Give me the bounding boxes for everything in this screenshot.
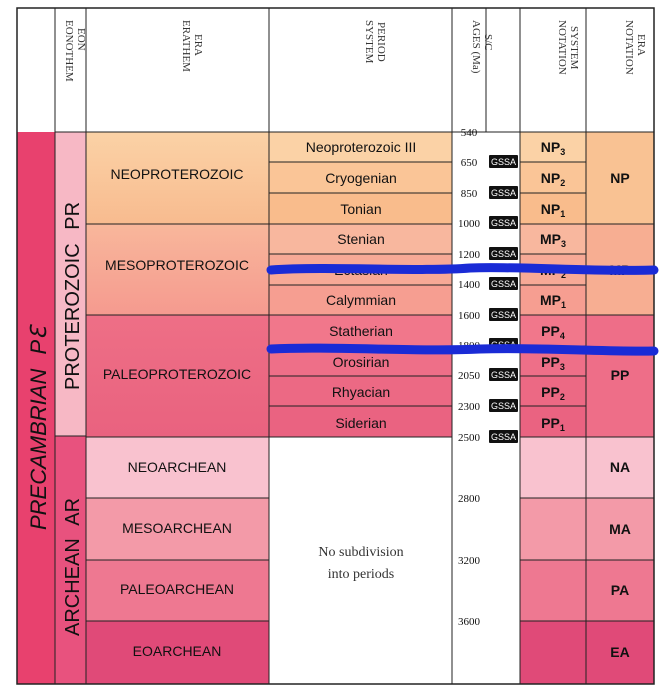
age-label: 1400 bbox=[458, 279, 480, 291]
period-label: Calymmian bbox=[325, 292, 397, 308]
notation-system-label: $MP_3$ bbox=[539, 231, 567, 249]
gssa-badge: GSSA bbox=[490, 279, 517, 289]
header-ages-line2: S/C bbox=[482, 34, 494, 51]
eon-proterozoic-label-group bbox=[62, 202, 84, 390]
gssa-badge: GSSA bbox=[490, 218, 517, 228]
header-era-line1: ERATHEM bbox=[180, 20, 192, 72]
age-label: 850 bbox=[460, 188, 478, 200]
eon-proterozoic-code: PR bbox=[62, 201, 84, 230]
header-notation-system-line1: NOTATION bbox=[556, 20, 568, 75]
period-label: Neoproterozoic III bbox=[305, 139, 417, 155]
age-label: 650 bbox=[460, 157, 478, 169]
era-label-mesoproterozoic: MESOPROTEROZOIC bbox=[105, 257, 249, 273]
notation-system-cell bbox=[520, 498, 586, 560]
notation-system-label: $NP_2$ bbox=[540, 170, 566, 188]
period-label: Cryogenian bbox=[325, 170, 397, 186]
notation-system-label: $PP_1$ bbox=[541, 415, 565, 433]
eon-archean-label-group bbox=[62, 498, 84, 636]
notation-era-label: PA bbox=[610, 582, 630, 598]
age-label: 1800 bbox=[458, 340, 480, 352]
notation-era-label: NP bbox=[610, 170, 630, 186]
age-label: 1000 bbox=[458, 218, 480, 230]
notation-system-label: $PP_4$ bbox=[541, 323, 565, 341]
header-eon-line1: EONOTHEM bbox=[63, 20, 75, 82]
age-label: 2500 bbox=[458, 432, 480, 444]
notation-system-label: $MP_2$ bbox=[539, 262, 567, 280]
era-label-eoarchean: EOARCHEAN bbox=[132, 643, 222, 659]
header-eon-line2: EON bbox=[75, 28, 87, 51]
gssa-badge: GSSA bbox=[490, 401, 517, 411]
eon-proterozoic-label: PROTEROZOIC bbox=[62, 243, 84, 390]
notation-system-label: $NP_1$ bbox=[540, 201, 566, 219]
precambrian-label-group bbox=[26, 324, 51, 530]
no-subdivision-line2: into periods bbox=[327, 567, 395, 582]
age-label: 2300 bbox=[458, 401, 480, 413]
precambrian-label: PRECAMBRIAN bbox=[26, 368, 51, 530]
notation-system-cell bbox=[520, 621, 586, 684]
period-label: Ectasian bbox=[334, 262, 388, 278]
no-subdivision-line1: No subdivision bbox=[318, 545, 404, 560]
age-label: 1200 bbox=[458, 249, 480, 261]
notation-era-label: MA bbox=[609, 521, 631, 537]
annotation-line-lower bbox=[271, 348, 654, 351]
gssa-badge: GSSA bbox=[490, 249, 517, 259]
header-era-line2: ERA bbox=[192, 34, 204, 56]
notation-era-label: MP bbox=[609, 262, 631, 278]
precambrian-symbol: Pℇ bbox=[26, 326, 51, 355]
notation-system-label: $MP_1$ bbox=[539, 292, 567, 310]
period-label: Rhyacian bbox=[331, 384, 391, 400]
age-label: 1600 bbox=[458, 310, 480, 322]
notation-era-label: EA bbox=[610, 644, 630, 660]
header-system-line1: SYSTEM bbox=[363, 20, 375, 64]
annotation-line-upper bbox=[271, 268, 654, 271]
period-label: Orosirian bbox=[332, 354, 390, 370]
age-label: 3600 bbox=[458, 616, 480, 628]
notation-era-label: PP bbox=[610, 367, 630, 383]
era-label-paleoarchean: PALEOARCHEAN bbox=[119, 581, 235, 597]
age-label: 2800 bbox=[458, 493, 480, 505]
age-label: 540 bbox=[460, 127, 478, 139]
notation-era-label: NA bbox=[609, 459, 631, 475]
svg-text:PROTEROZOIC PR bbox=[62, 202, 84, 390]
svg-text:PRECAMBRIAN Pℇ bbox=[26, 324, 51, 530]
eon-archean-code: AR bbox=[62, 497, 84, 526]
era-label-neoproterozoic: NEOPROTEROZOIC bbox=[110, 166, 244, 182]
age-label: 2050 bbox=[458, 370, 480, 382]
header-ages-line1: AGES (Ma) bbox=[470, 20, 482, 74]
header-notation-era-line2: ERA bbox=[635, 34, 647, 56]
era-label-paleoproterozoic: PALEOPROTEROZOIC bbox=[102, 366, 252, 382]
gssa-badge: GSSA bbox=[490, 157, 517, 167]
gssa-badge: GSSA bbox=[490, 340, 517, 350]
age-label: 3200 bbox=[458, 555, 480, 567]
notation-system-cell bbox=[520, 437, 586, 498]
notation-system-label: $PP_3$ bbox=[541, 354, 565, 372]
era-label-mesoarchean: MESOARCHEAN bbox=[122, 520, 232, 536]
header-notation-era-line1: NOTATION bbox=[623, 20, 635, 75]
eon-archean-label: ARCHEAN bbox=[62, 538, 84, 636]
era-label-neoarchean: NEOARCHEAN bbox=[127, 459, 227, 475]
notation-system-label: $PP_2$ bbox=[541, 384, 565, 402]
period-label: Tonian bbox=[340, 201, 382, 217]
no-subdivision-cell bbox=[269, 437, 452, 684]
gssa-badge: GSSA bbox=[490, 432, 517, 442]
period-label: Stenian bbox=[337, 231, 385, 247]
gssa-badge: GSSA bbox=[490, 188, 517, 198]
notation-system-label: $NP_3$ bbox=[540, 139, 566, 157]
column-headers bbox=[63, 20, 647, 82]
notation-system-cell bbox=[520, 560, 586, 621]
svg-text:ARCHEAN AR bbox=[62, 498, 84, 636]
period-label: Siderian bbox=[335, 415, 387, 431]
gssa-badge: GSSA bbox=[490, 310, 517, 320]
header-system-line2: PERIOD bbox=[375, 22, 387, 62]
period-label: Statherian bbox=[329, 323, 393, 339]
header-notation-system-line2: SYSTEM bbox=[568, 26, 580, 70]
gssa-badge: GSSA bbox=[490, 370, 517, 380]
